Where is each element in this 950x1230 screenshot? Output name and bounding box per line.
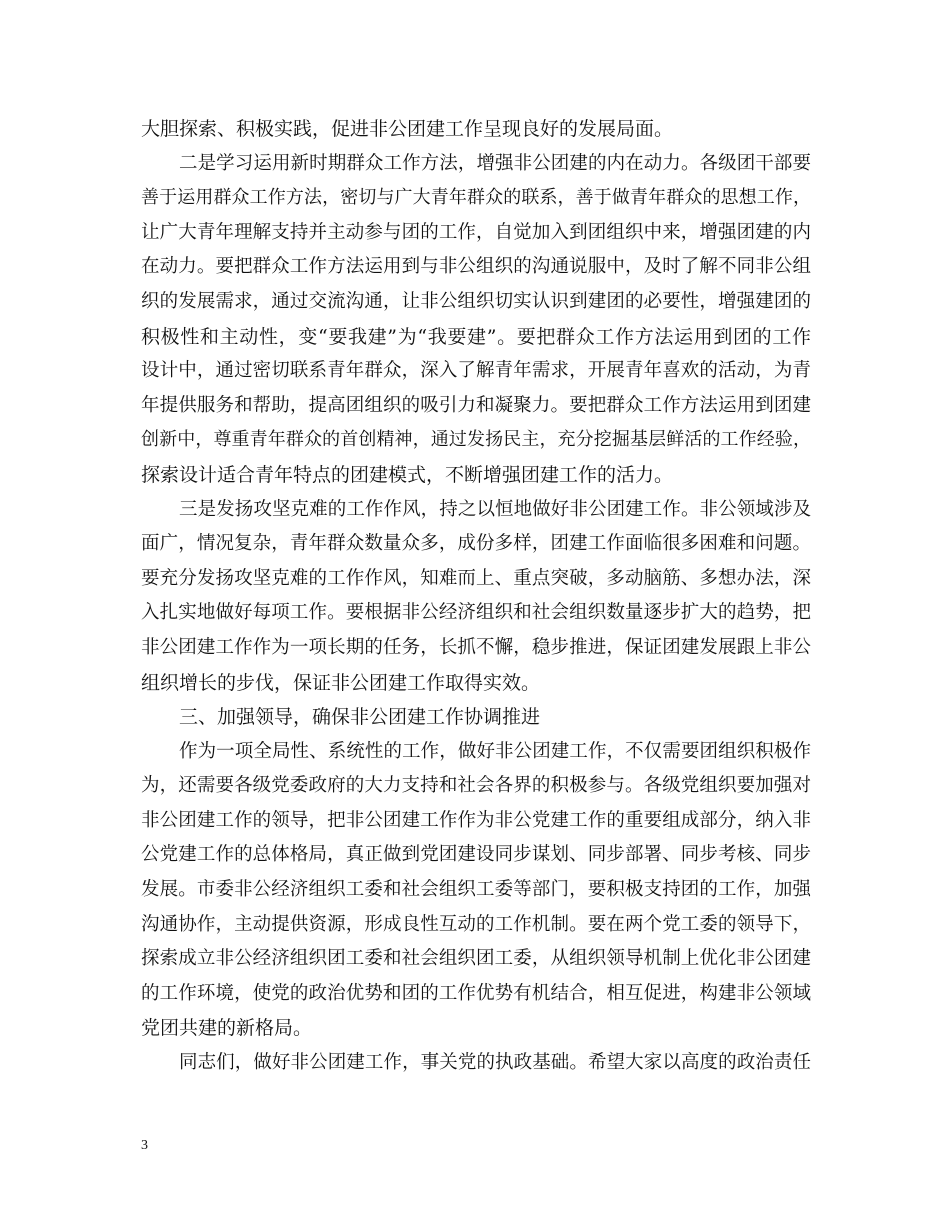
text-line: 为，还需要各级党委政府的大力支持和社会各界的积极参与。各级党组织要加强对 xyxy=(141,775,811,797)
text-line: 创新中，尊重青年群众的首创精神，通过发扬民主，充分挖掘基层鲜活的工作经验， xyxy=(141,429,811,451)
text-line: 组织增长的步伐，保证非公团建工作取得实效。 xyxy=(141,671,541,694)
text-line: 非公团建工作的领导，把非公团建工作作为非公党建工作的重要组成部分，纳入非 xyxy=(141,809,811,831)
text-line: 同志们，做好非公团建工作，事关党的执政基础。希望大家以高度的政治责任 xyxy=(179,1052,811,1074)
text-line: 入扎实地做好每项工作。要根据非公经济组织和社会组织数量逐步扩大的趋势，把 xyxy=(141,602,811,624)
text-line: 让广大青年理解支持并主动参与团的工作，自觉加入到团组织中来，增强团建的内 xyxy=(141,221,811,243)
page-number: 3 xyxy=(141,1138,148,1153)
text-line: 二是学习运用新时期群众工作方法，增强非公团建的内在动力。各级团干部要 xyxy=(179,152,811,174)
text-line: 三、加强领导，确保非公团建工作协调推进 xyxy=(179,706,541,729)
text-line: 在动力。要把群众工作方法运用到与非公组织的沟通说服中，及时了解不同非公组 xyxy=(141,256,811,278)
text-line: 党团共建的新格局。 xyxy=(141,1017,313,1040)
text-line: 设计中，通过密切联系青年群众，深入了解青年需求，开展青年喜欢的活动，为青 xyxy=(141,360,811,382)
text-line: 善于运用群众工作方法，密切与广大青年群众的联系，善于做青年群众的思想工作， xyxy=(141,187,811,209)
text-line: 公党建工作的总体格局，真正做到党团建设同步谋划、同步部署、同步考核、同步 xyxy=(141,844,811,866)
document-body xyxy=(141,112,811,1081)
text-line: 探索成立非公经济组织团工委和社会组织团工委，从组织领导机制上优化非公团建 xyxy=(141,948,811,970)
text-line: 面广，情况复杂，青年群众数量众多，成份多样，团建工作面临很多困难和问题。 xyxy=(141,533,811,555)
text-line: 三是发扬攻坚克难的工作作风，持之以恒地做好非公团建工作。非公领域涉及 xyxy=(179,498,811,520)
text-line: 年提供服务和帮助，提高团组织的吸引力和凝聚力。要把群众工作方法运用到团建 xyxy=(141,394,811,416)
text-line: 积极性和主动性，变“要我建”为“我要建”。要把群众工作方法运用到团的工作 xyxy=(141,325,811,348)
text-line: 作为一项全局性、系统性的工作，做好非公团建工作，不仅需要团组织积极作 xyxy=(179,740,811,762)
text-line: 探索设计适合青年特点的团建模式，不断增强团建工作的活力。 xyxy=(141,463,674,486)
text-line: 织的发展需求，通过交流沟通，让非公组织切实认识到建团的必要性，增强建团的 xyxy=(141,290,811,312)
text-line: 大胆探索、积极实践，促进非公团建工作呈现良好的发展局面。 xyxy=(141,118,674,140)
text-line: 的工作环境，使党的政治优势和团的工作优势有机结合，相互促进，构建非公领域 xyxy=(141,982,811,1004)
text-line: 沟通协作，主动提供资源，形成良性互动的工作机制。要在两个党工委的领导下， xyxy=(141,913,811,935)
text-line: 发展。市委非公经济组织工委和社会组织工委等部门，要积极支持团的工作，加强 xyxy=(141,879,811,901)
text-line: 要充分发扬攻坚克难的工作作风，知难而上、重点突破，多动脑筋、多想办法，深 xyxy=(141,567,811,589)
text-line: 非公团建工作作为一项长期的任务，长抓不懈，稳步推进，保证团建发展跟上非公 xyxy=(141,636,811,658)
